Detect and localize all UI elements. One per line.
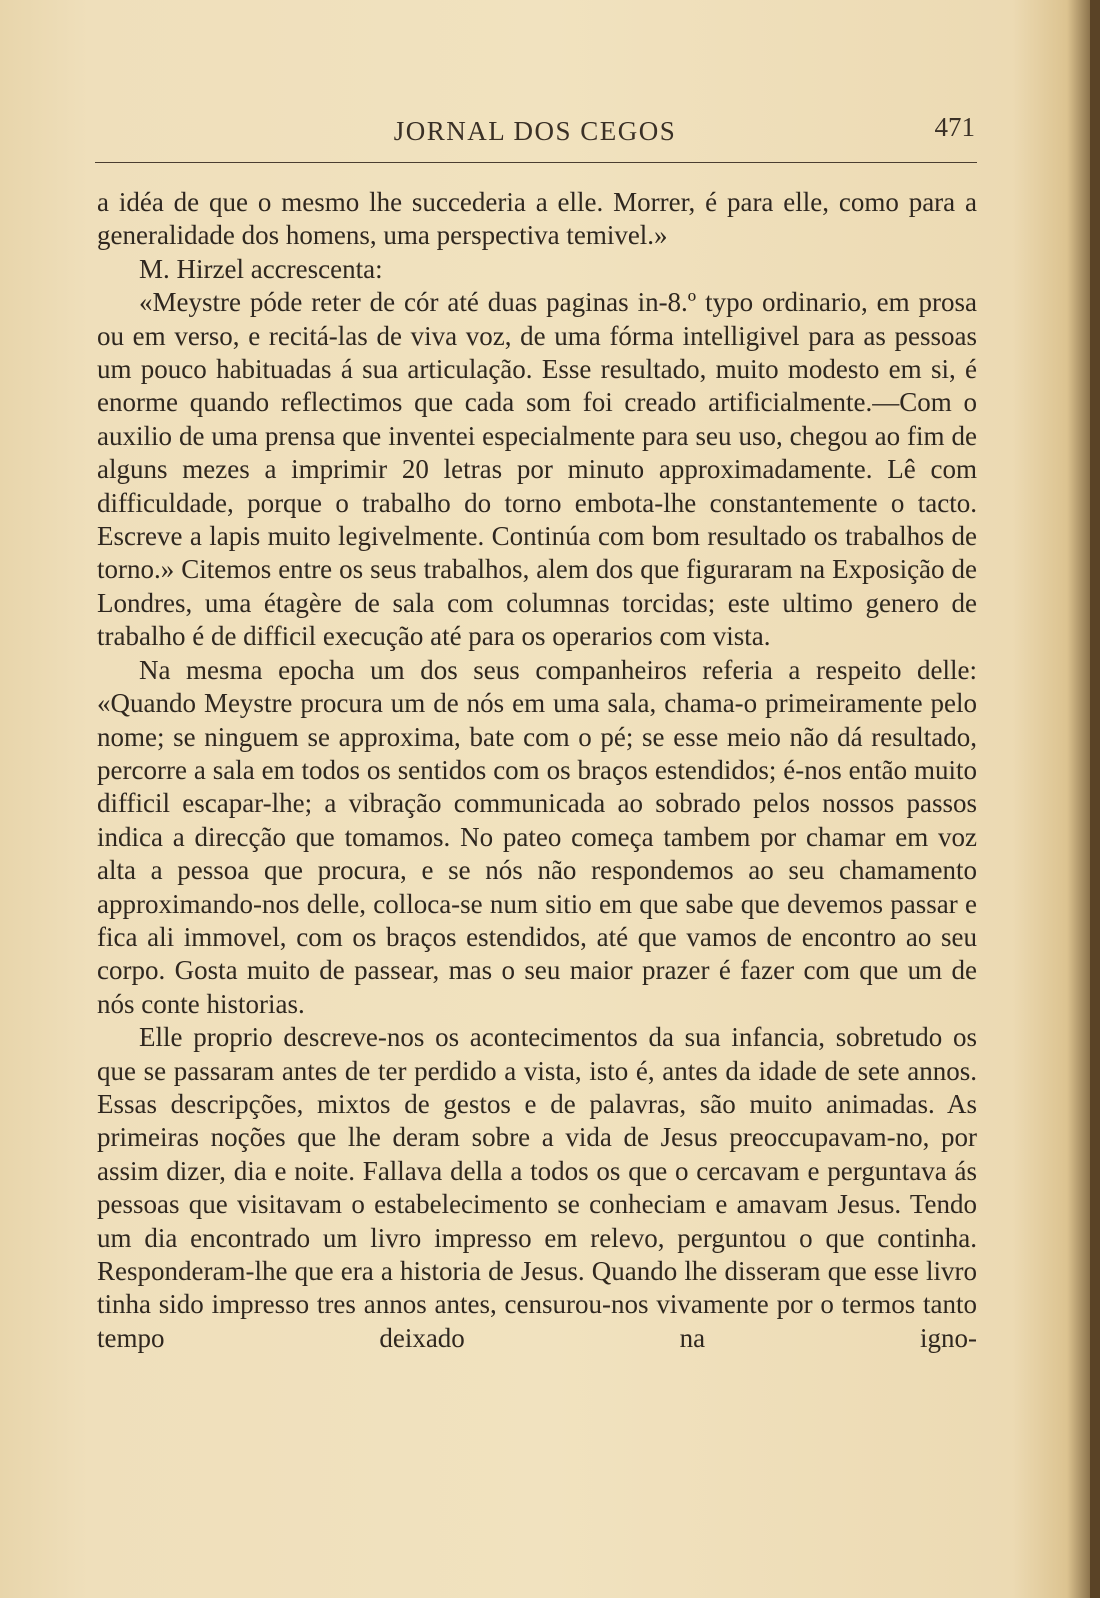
running-title: JORNAL DOS CEGOS <box>393 116 677 146</box>
paragraph: M. Hirzel accrescenta: <box>139 253 383 284</box>
header-rule <box>95 162 977 163</box>
paragraph: «Meystre póde reter de cór até duas paginas in-8.º typo ordinario, em prosa ou em verso, e recitá-las de viva voz, de uma fórma intelligivel para as pessoas um pouco habituadas á sua articulação. Esse resultado, muito modesto em si, é enorme quando reflectimos que cada som foi creado artificialmente.—Com o auxilio de uma prensa que inventei especialmente para seu uso, chegou ao fim de alguns mezes a imprimir 20 letras por minuto approximadamente. Lê com difficuldade, porque o trabalho do torno embota-lhe constantemente o tacto. Escreve a lapis muito legivelmente. Continúa com bom resultado os trabalhos de torno.» Citemos entre os seus trabalhos, alem dos que figuraram na Exposição de Londres, uma étagère de sala com columnas torcidas; este ultimo genero de trabalho é de difficil execução até para os operarios com vista. <box>97 287 977 652</box>
paragraph: Na mesma epocha um dos seus companheiros referia a respeito delle: «Quando Meystre procura um de nós em uma sala, chama-o primeiramente pelo nome; se ninguem se approxima, bate com o pé; se esse meio não dá resultado, percorre a sala em todos os sentidos com os braços estendidos; é-nos então muito difficil escapar-lhe; a vibração communicada ao sobrado pelos nossos passos indica a direcção que tomamos. No pateo começa tambem por chamar em voz alta a pessoa que procura, e se nós não respondemos ao seu chamamento approximando-nos delle, colloca-se num sitio em que sabe que devemos passar e fica ali immovel, com os braços estendidos, até que vamos de encontro ao seu corpo. Gosta muito de passear, mas o seu maior prazer é fazer com que um de nós conte historias. <box>97 654 977 1019</box>
paragraph: Elle proprio descreve-nos os acontecimentos da sua infancia, sobretudo os que se passaram antes de ter perdido a vista, isto é, antes da idade de sete annos. Essas descripções, mixtos de gestos e de palavras, são muito animadas. As primeiras noções que lhe deram sobre a vida de Jesus preoccupavam-no, por assim dizer, dia e noite. Fallava della a todos os que o cercavam e perguntava ás pessoas que visitavam o estabelecimento se conheciam e amavam Jesus. Tendo um dia encontrado um livro impresso em relevo, perguntou o que continha. Responderam-lhe que era a historia de Jesus. Quando lhe disseram que esse livro tinha sido impresso tres annos antes, censurou-nos vivamente por o termos tanto tempo deixado na igno- <box>97 1022 977 1353</box>
body-text <box>97 186 977 1355</box>
page-number: 471 <box>934 112 975 142</box>
page-header <box>95 110 975 154</box>
paragraph: a idéa de que o mesmo lhe succederia a elle. Morrer, é para elle, como para a generalidade dos homens, uma perspectiva temivel.» <box>97 187 977 251</box>
page-edge <box>1090 0 1100 1598</box>
